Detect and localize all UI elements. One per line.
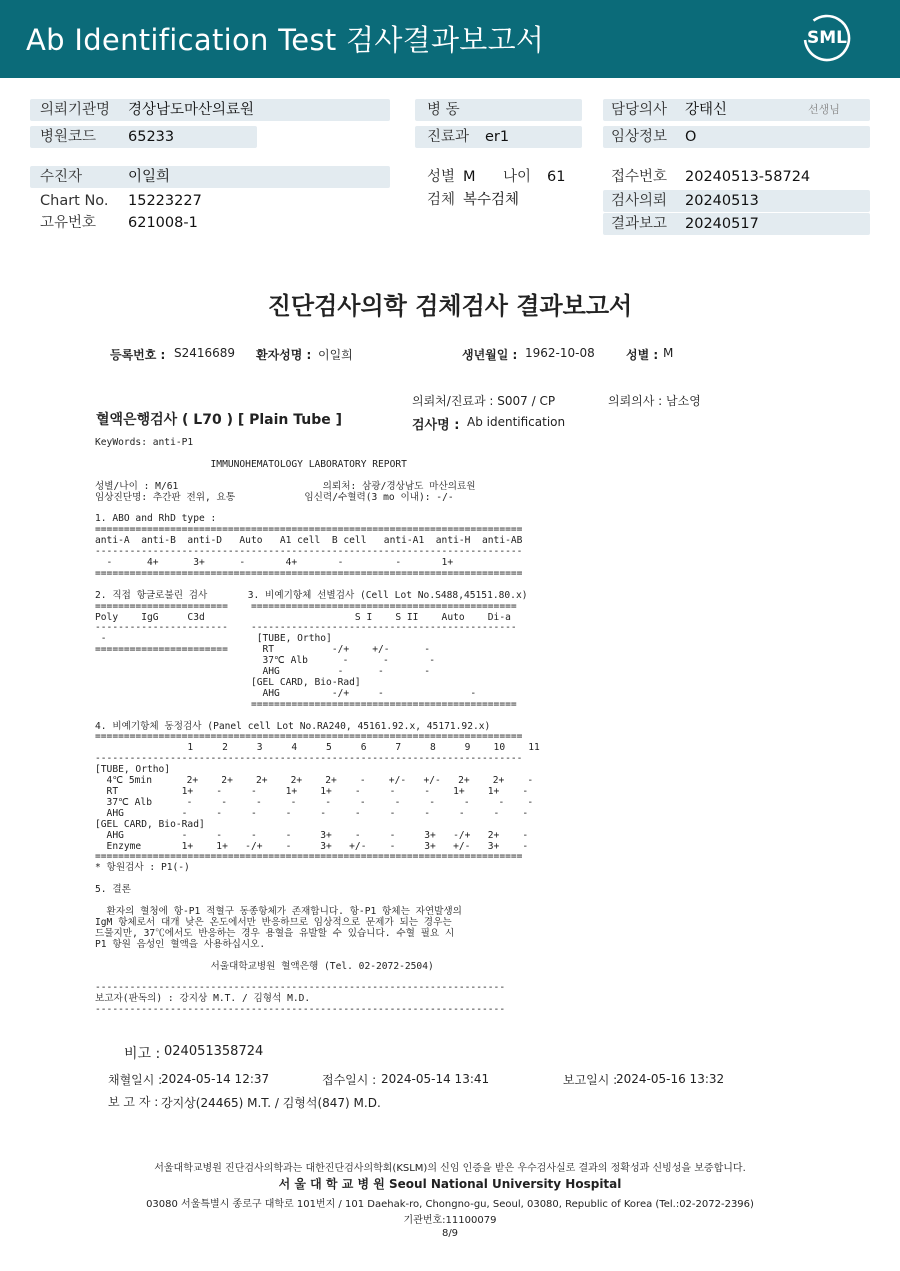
report-date-label: 결과보고: [611, 216, 668, 232]
unique-field: [30, 212, 390, 234]
report-line: AHG - - - - 3+ - - 3+ -/+ 2+ -: [95, 829, 529, 841]
report-line: [GEL CARD, Bio-Rad]: [95, 818, 205, 830]
request-label: 검사의뢰: [611, 193, 668, 209]
report-line: - [TUBE, Ortho]: [95, 633, 332, 645]
section-title: 혈액은행검사 ( L70 ) [ Plain Tube ]: [96, 412, 343, 428]
main-report-title: 진단검사의학 검체검사 결과보고서: [267, 292, 633, 320]
patient-label: 수진자: [40, 169, 83, 185]
chart-field: [30, 190, 390, 212]
hospital-code-value: 65233: [128, 129, 175, 145]
sml-logo-icon: [802, 13, 852, 63]
report-line: 1 2 3 4 5 6 7 8 9 10 11: [95, 742, 540, 754]
report-line: Enzyme 1+ 1+ -/+ - 3+ +/- - 3+ +/- 3+ -: [95, 840, 529, 852]
name-value: 이일희: [318, 348, 353, 362]
report-line: [GEL CARD, Bio-Rad]: [95, 676, 361, 688]
chart-label: Chart No.: [40, 193, 109, 209]
request-value: 20240513: [685, 193, 759, 209]
logo-text: SML: [807, 28, 847, 48]
sex-value: M: [463, 169, 476, 185]
collect-value: 2024-05-14 12:37: [161, 1072, 270, 1086]
dept-line: 의뢰처/진료과 : S007 / CP: [412, 394, 556, 408]
institution-value: 경상남도마산의료원: [128, 102, 255, 118]
report-line: 4. 비예기항체 동정검사 (Panel cell Lot No.RA240, 45161.92.x, 45171.92.x): [95, 720, 491, 732]
report-line: ==========================================================================: [95, 567, 523, 579]
reporter-label: 보 고 자 :: [108, 1095, 159, 1109]
ward-label: 병 동: [427, 102, 460, 118]
footer-address: 03080 서울특별시 종로구 대학로 101번지 / 101 Daehak-ro, Chongno-gu, Seoul, 03080, Republic of Korea (Tel.:02-2072-2396): [146, 1199, 754, 1210]
report-time-value: 2024-05-16 13:32: [616, 1072, 725, 1086]
test-label: 검사명 :: [412, 418, 460, 433]
header-banner: [0, 0, 900, 78]
report-line: -----------------------------------------------------------------------: [95, 982, 506, 994]
report-line: IMMUNOHEMATOLOGY LABORATORY REPORT: [95, 458, 407, 470]
remark-label: 비고 :: [124, 1046, 161, 1062]
unique-value: 621008-1: [128, 215, 198, 231]
footer-inst-no: 기관번호:11100079: [403, 1215, 497, 1226]
report-line: AHG - - - - - - - - - - -: [95, 807, 529, 819]
test-name: Ab identification: [467, 415, 566, 429]
reporter-value: 강지상(24465) M.T. / 김형석(847) M.D.: [161, 1096, 381, 1110]
chart-value: 15223227: [128, 193, 202, 209]
sex-value-2: M: [663, 346, 674, 360]
name-label: 환자성명 :: [256, 348, 312, 362]
specimen-field: [415, 189, 582, 211]
report-line: 서울대학교병원 혈액은행 (Tel. 02-2072-2504): [95, 960, 434, 972]
report-time-label: 보고일시 :: [563, 1073, 618, 1087]
report-line: 환자의 혈청에 항-P1 적혈구 동종항체가 존재합니다. 항-P1 항체는 자연발생의: [95, 905, 462, 917]
patient-field: [30, 166, 390, 188]
report-line: 4℃ 5min 2+ 2+ 2+ 2+ 2+ - +/- +/- 2+ 2+ -: [95, 775, 534, 787]
report-title: Ab Identification Test 검사결과보고서: [26, 23, 545, 57]
remark-value: 024051358724: [164, 1044, 264, 1059]
doctor-line: 의뢰의사 : 남소영: [608, 394, 701, 408]
dept-label: 진료과: [427, 129, 470, 145]
clinical-value: O: [685, 129, 697, 145]
report-line: ==========================================================================: [95, 731, 523, 743]
clinical-field: [603, 126, 870, 148]
report-line: -----------------------------------------------------------------------: [95, 1004, 506, 1016]
reg-value: S2416689: [174, 346, 236, 360]
collect-label: 채혈일시 :: [108, 1073, 163, 1087]
receive-label: 접수일시 :: [322, 1073, 377, 1087]
report-date-field: [603, 213, 870, 235]
clinical-label: 임상정보: [611, 129, 668, 145]
report-line: AHG -/+ - -: [95, 687, 477, 699]
report-line: KeyWords: anti-P1: [95, 437, 194, 448]
receipt-value: 20240513-58724: [685, 169, 811, 185]
report-line: 성별/나이 : M/61 의뢰처: 삼광/경상남도 마산의료원: [95, 480, 476, 492]
doctor-label: 담당의사: [611, 102, 668, 118]
report-line: Poly IgG C3d S I S II Auto Di-a: [95, 611, 511, 623]
footer-hospital: 서 울 대 학 교 병 원 Seoul National University Hospital: [278, 1177, 622, 1191]
institution-label: 의뢰기관명: [40, 102, 111, 118]
specimen-value: 복수검체: [463, 192, 520, 208]
doctor-suffix: 선생님: [808, 103, 840, 116]
doctor-value: 강태신: [685, 102, 728, 118]
hospital-code-field: [30, 126, 257, 148]
institution-field: [30, 99, 390, 121]
report-line: ======================= RT -/+ +/- -: [95, 644, 431, 656]
report-line: 5. 결론: [95, 884, 131, 896]
sex-label: 성별: [427, 169, 456, 185]
receive-value: 2024-05-14 13:41: [381, 1072, 490, 1086]
sex-age-field: [415, 166, 582, 188]
report-line: --------------------------------------------------------------------------: [95, 546, 523, 558]
report-line: 보고자(판독의) : 강지상 M.T. / 김형석 M.D.: [95, 993, 311, 1005]
reg-label: 등록번호 :: [110, 348, 166, 362]
report-line: * 항원검사 : P1(-): [95, 862, 190, 874]
report-line: - 4+ 3+ - 4+ - - 1+: [95, 556, 454, 568]
receipt-label: 접수번호: [611, 169, 668, 185]
report-line: anti-A anti-B anti-D Auto A1 cell B cell anti-A1 anti-H anti-AB: [95, 535, 523, 547]
dob-label: 생년월일 :: [462, 348, 518, 362]
report-line: 드물지만, 37℃에서도 반응하는 경우 용혈을 유발할 수 있습니다. 수혈 필요 시: [95, 927, 455, 939]
age-label: 나이: [503, 169, 532, 185]
report-line: 37℃ Alb - - - - - - - - - - -: [95, 796, 534, 808]
dob-value: 1962-10-08: [525, 346, 595, 360]
report-line: 37℃ Alb - - -: [95, 655, 436, 667]
footer-cert: 서울대학교병원 진단검사의학과는 대한진단검사의학회(KSLM)의 신임 인증을 받은 우수검사실로 결과의 정확성과 신빙성을 보증합니다.: [154, 1163, 746, 1174]
dept-value: er1: [485, 129, 510, 145]
receipt-field: [603, 166, 870, 188]
specimen-label: 검체: [427, 192, 456, 208]
unique-label: 고유번호: [40, 215, 97, 231]
report-line: --------------------------------------------------------------------------: [95, 753, 523, 765]
age-value: 61: [547, 169, 566, 185]
report-line: 임상진단명: 추간판 전위, 요통 임신력/수혈력(3 mo 이내): -/-: [95, 491, 454, 503]
report-body: [95, 438, 540, 1016]
sex-label-2: 성별 :: [626, 348, 659, 362]
report-line: ======================= ==============================================: [95, 600, 517, 612]
hospital-code-label: 병원코드: [40, 129, 97, 145]
report-line: ==========================================================================: [95, 524, 523, 536]
request-field: [603, 190, 870, 212]
patient-value: 이일희: [128, 169, 171, 185]
report-line: 2. 직접 항글로불린 검사 3. 비예기항체 선별검사 (Cell Lot No.S488,45151.80.x): [95, 589, 528, 601]
report-line: P1 항원 음성인 혈액을 사용하십시오.: [95, 938, 266, 950]
report-date-value: 20240517: [685, 216, 759, 232]
report-line: AHG - - -: [95, 666, 431, 678]
report-line: IgM 항체로서 대개 낮은 온도에서만 반응하므로 임상적으로 문제가 되는 경우는: [95, 916, 452, 928]
report-line: ----------------------- ----------------------------------------------: [95, 622, 517, 634]
doctor-field: [603, 99, 870, 121]
dept-field: [415, 126, 582, 148]
report-line: 1. ABO and RhD type :: [95, 513, 217, 525]
footer-page: 8/9: [441, 1228, 459, 1239]
report-line: [TUBE, Ortho]: [95, 764, 171, 776]
report-line: ==============================================: [95, 698, 517, 710]
report-line: RT 1+ - - 1+ 1+ - - - 1+ 1+ -: [95, 786, 529, 797]
report-line: ==========================================================================: [95, 851, 523, 863]
ward-field: [415, 99, 582, 121]
